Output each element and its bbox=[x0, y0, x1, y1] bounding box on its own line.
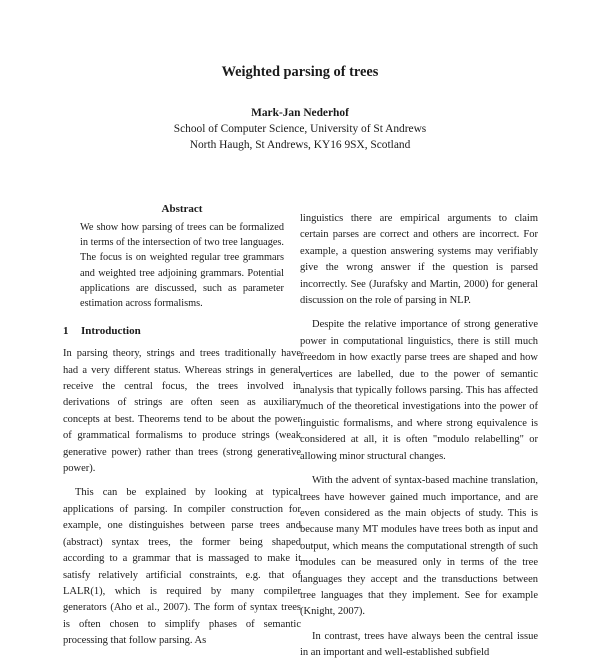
affiliation-line-2: North Haugh, St Andrews, KY16 9SX, Scotland bbox=[189, 139, 411, 151]
paragraph: In parsing theory, strings and trees traditionally have had a very different status. Whereas strings in general receive the central focus, the trees involved in derivations of strings are often seen as auxiliary concepts at best. Theorems tend to be about the power of grammatical formalisms to produce strings (weak generative power) rather than trees (strong generative power). bbox=[63, 348, 301, 475]
paragraph: This can be explained by looking at typical applications of parsing. In compiler construction for example, one distinguishes between parse trees and (abstract) syntax trees, the former being shaped according to a grammar that is massaged to make it satisfy relatively artificial constraints, e.g. that of LALR(1), which is required by many compiler generators (Aho et al., 2007). The form of syntax trees is often chosen to simplify phases of semantic processing that follow parsing. As bbox=[63, 487, 301, 647]
author-block bbox=[0, 105, 600, 153]
author-name: Mark-Jan Nederhof bbox=[251, 107, 349, 119]
paragraph: In contrast, trees have always been the central issue in an important and well-established subfield bbox=[300, 630, 538, 659]
paragraph: linguistics there are empirical arguments to claim certain parses are correct and others are incorrect. For example, a question answering systems may verifiably give the wrong answer if the question is parsed incorrectly. See (Jurafsky and Martin, 2000) for general discussion on the role of parsing in NLP. bbox=[300, 213, 538, 307]
abstract-body: We show how parsing of trees can be formalized in terms of the intersection of two tree languages. The focus is on weighted regular tree grammars and weighted tree adjoining grammars. Potential applications are discussed, such as parameter estimation across formalisms. bbox=[80, 222, 284, 310]
paragraph: With the advent of syntax-based machine translation, trees have however gained much importance, and are even considered as the main objects of study. This is because many MT modules have trees both as input and output, which means the computational strength of such modules can be measured only in terms of the tree languages they accept and the transductions between tree languages that they implement. See for example (Knight, 2007). bbox=[300, 475, 538, 618]
right-column bbox=[300, 211, 538, 670]
abstract-heading: Abstract bbox=[161, 203, 203, 215]
paragraph: Despite the relative importance of strong generative power in computational linguistics, there is still much freedom in how exactly parse trees are shaped and how vertices are labelled, due to the power of semantic analysis that typically follows parsing. This has affected much of the theoretical investigations into the power of linguistic formalisms, and where strong equivalence is considered at all, it is often "modulo relabelling" or allowing minor structural changes. bbox=[300, 319, 538, 462]
section-heading bbox=[63, 323, 301, 339]
left-column bbox=[63, 201, 301, 658]
affiliation-line-1: School of Computer Science, University of St Andrews bbox=[173, 123, 427, 135]
section-number: 1 bbox=[63, 325, 69, 338]
section-title: Introduction bbox=[81, 325, 141, 338]
paper-title: Weighted parsing of trees bbox=[221, 64, 379, 80]
